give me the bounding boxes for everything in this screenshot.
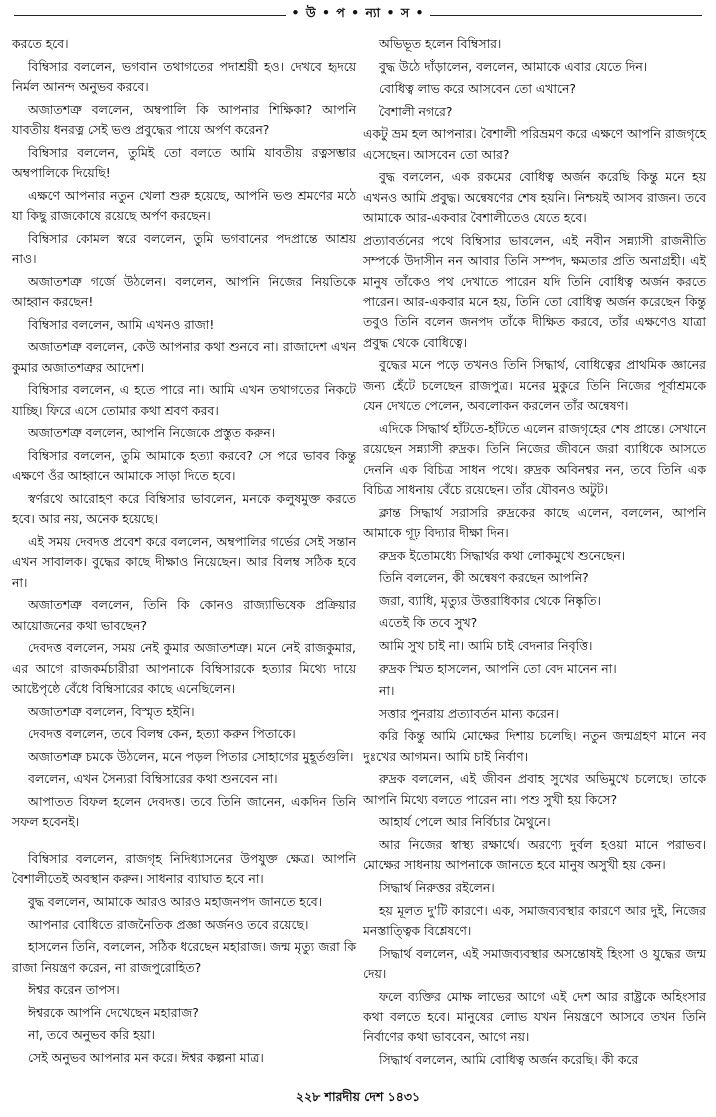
paragraph: অজাতশত্রু বললেন, অম্বপালি কি আপনার শিক্ষিকা? আপনি যাবতীয় ধনরত্ন সেই ভণ্ড প্রবুদ্ধের পায়ে অর্পণ করেন? [12, 101, 356, 137]
paragraph: করতে হবে। [12, 36, 69, 51]
paragraph: আর নিজের স্বাস্থ্য রক্ষার্থে। অরণ্যে দুর্বল হওয়া মানে পরাভব। মোক্ষের সাধনায় আপনাকে জানতে হবে মানুষ অসুখী হয় কেন। [363, 836, 706, 873]
paragraph: অজাতশত্রু বললেন, তিনি কি কোনও রাজ্যাভিষেক প্রক্রিয়ার আয়োজনের কথা ভাবছেন? [12, 597, 356, 633]
paragraph: আহার্য পেলে আর নির্বিচার মৈথুনে। [379, 814, 551, 830]
paragraph: সিদ্ধার্থ বললেন, এই সমাজব্যবস্থার অসন্তোষই হিংসা ও যুদ্ধের জন্ম দেয়। [363, 945, 706, 981]
paragraph: ঈশ্বর করেন তাপস। [28, 982, 120, 998]
paragraph: এদিকে সিদ্ধার্থ হাঁটতে-হাঁটতে এলেন রাজগৃহের শেষ প্রান্তে। সেখানে রয়েছেন সন্ন্যাসী রুদ্রক। তিনি নিজের জীবনে জরা ব্যাধিকে আসতে দেননি এক বিচিত্র সাধন পথে। রুদ্রক অবিনশ্বর নন, তবে তিনি এক বিচিত্র সাধনায় বেঁচে রয়েছেন। তাঁর যৌবনও অটুট। [363, 420, 706, 498]
paragraph: রুদ্রক বললেন, এই জীবন প্রবাহ সুখের অভিমুখে চলেছে। তাকে আপনি মিথ্যে বলতে পারেন না। পশু সুখী হয় কিসে? [363, 771, 706, 807]
paragraph: বিম্বিসার বললেন, তুমিই তো বলতে আমি যাবতীয় রত্নসম্ভার অম্বপালিকে দিয়েছি! [12, 144, 356, 180]
paragraph: ক্লান্ত সিদ্ধার্থ সরাসরি রুদ্রকের কাছে এলেন, বললেন, আপনি আমাকে গূঢ় বিদ্যার দীক্ষা দিন। [363, 504, 706, 541]
right-text-column [363, 34, 706, 1073]
paragraph: বিম্বিসার বললেন, ভগবান তথাগতের পদাশ্রয়ী হও। দেখবে হৃদয়ে নির্মল আনন্দ অনুভব করবে। [12, 58, 356, 94]
paragraph: বিম্বিসার কোমল স্বরে বললেন, তুমি ভগবানের পদপ্রান্তে আশ্রয় নাও। [12, 230, 356, 266]
paragraph: আপনার বোধিতে রাজনৈতিক প্রজ্ঞা অর্জনও তবে রয়েছে। [28, 916, 309, 932]
paragraph: বুদ্ধের মনে পড়ে তখনও তিনি সিদ্ধার্থ, বোধিত্বের প্রাথমিক জ্ঞানের জন্য হেঁটে চলেছেন রাজপুত্র। মনের মুকুরে তিনি নিজের পূর্বাশ্রমকে যেন দেখতে পেলেন, অবলোকন করলেন তাঁর অন্বেষণ। [363, 357, 706, 414]
paragraph: অভিভূত হলেন বিম্বিসার। [379, 36, 502, 51]
paragraph: না। [379, 683, 395, 699]
paragraph: এই সময় দেবদত্ত প্রবেশ করে বললেন, অম্বপালির গর্ভের সেই সন্তান এখন সাবালক। বুদ্ধের কাছে দীক্ষাও নিয়েছেন। আর বিলম্ব সঠিক হবে না। [12, 533, 356, 590]
paragraph: দেবদত্ত বললেন, তবে বিলম্ব কেন, হত্যা করুন পিতাকে। [28, 726, 296, 742]
page-header [0, 2, 716, 28]
paragraph: বুদ্ধ বললেন, আমাকে আরও আরও মহাজনপদ জানতে হবে। [28, 893, 323, 909]
paragraph: এক্ষণে আপনার নতুন খেলা শুরু হয়েছে, আপনি ভণ্ড শ্রমণের মঠে যা কিছু রাজকোষে রয়েছে অর্পণ করছেন। [12, 187, 356, 223]
paragraph: সত্তার পুনরায় প্রত্যাবর্তন মান্য করেন। [379, 705, 559, 721]
paragraph: স্বর্ণরথে আরোহণ করে বিম্বিসার ভাবলেন, মনকে কলুষমুক্ত করতে হবে। আর নয়, অনেক হয়েছে। [12, 490, 356, 527]
paragraph: বিম্বিসার বললেন, এ হতে পারে না। আমি এখন তথাগতের নিকটে যাচ্ছি। ফিরে এসে তোমার কথা শ্রবণ করব। [12, 382, 356, 418]
paragraph: না, তবে অনুভব করি হয়া। [28, 1027, 155, 1043]
paragraph: বৈশালী নগরে? [379, 103, 453, 119]
header-rule-left [14, 15, 310, 16]
left-text-column [12, 34, 356, 1071]
section-break [12, 835, 356, 849]
paragraph: একটু ভ্রম হল আপনার। বৈশালী পরিভ্রমণ করে এক্ষণে আপনি রাজগৃহে এসেছেন। আসবেন তো আর? [363, 126, 706, 162]
paragraph: হাসলেন তিনি, বললেন, সঠিক ধরেছেন মহারাজ। জন্ম মৃত্যু জরা কি রাজা নিয়ন্ত্রণ করেন, না রাজপুরোহিত? [12, 939, 356, 975]
paragraph: ফলে ব্যক্তির মোক্ষ লাভের আগে এই দেশ আর রাষ্ট্রকে অহিংসার কথা বলতে হবে। মানুষের লোভ যখন নিয়ন্ত্রণে আসবে তখন তিনি নির্বাণের কথা ভাববেন, আগে নয়। [363, 988, 706, 1045]
paragraph: অজাতশত্রু চমকে উঠলেন, মনে পড়ল পিতার সোহাগের মুহূর্তগুলি। [28, 748, 354, 764]
page-footer: ২২৮ শারদীয় দেশ ১৪৩১ [295, 1089, 421, 1104]
paragraph: জরা, ব্যাধি, মৃত্যুর উত্তরাধিকার থেকে নিষ্কৃতি। [379, 592, 601, 608]
paragraph: বুদ্ধ বললেন, এক রকমের বোধিত্ব অর্জন করেছি কিন্তু মনে হয় এখনও আমি প্রবুদ্ধ। অন্বেষণের শেষ হয়নি। নিশ্চয়ই আসব রাজন। তবে আমাকে আর-একবার বৈশালীতেও যেতে হবে। [363, 169, 706, 226]
paragraph: তিনি বললেন, কী অন্বেষণ করছেন আপনি? [379, 570, 589, 586]
paragraph: ঈশ্বরকে আপনি দেখেছেন মহারাজ? [28, 1004, 199, 1020]
paragraph: প্রত্যাবর্তনের পথে বিম্বিসার ভাবলেন, এই নবীন সন্ন্যাসী রাজনীতি সম্পর্কে উদাসীন নন আবার তিনি সম্পদ, ক্ষমতার প্রতি অনাগ্রহী। এই মানুষ তাঁকেও পথ দেখাতে পারেন যদি তিনি বোধিত্ব অর্জন করতে পারেন। আর-একবার মনে হয়, তিনি তো বোধিত্ব অর্জন করেছেন কিন্তু তবুও তিনি বলেন জনপদ তাঁকে দীক্ষিত করবে, তাঁর এক্ষণেও যাত্রা প্রবুদ্ধ থেকে বোধিত্বে। [363, 232, 706, 350]
paragraph: দেবদত্ত বললেন, সময় নেই কুমার অজাতশত্রু। মনে নেই রাজকুমার, এর আগে রাজকর্মচারীরা আপনাকে বিম্বিসারকে হত্যার মিথ্যে দায়ে আষ্টেপৃষ্ঠে বেঁধে বিম্বিসারের কাছে এনেছিলেন। [12, 640, 356, 696]
header-rule-right [406, 15, 702, 16]
paragraph: এতেই কি তবে সুখ? [379, 615, 478, 631]
section-title: • উ • প • ন্যা • স • [286, 5, 431, 25]
paragraph: বললেন, এখন সৈন্যরা বিম্বিসারের কথা শুনবেন না। [28, 771, 278, 787]
paragraph: অজাতশত্রু বললেন, আপনি নিজেকে প্রস্তুত করুন। [28, 425, 276, 441]
paragraph: বোধিত্ব লাভ করে আসবেন তো এখানে? [379, 81, 576, 97]
paragraph: সেই অনুভব আপনার মন করে। ঈশ্বর কল্পনা মাত্র। [28, 1049, 264, 1065]
paragraph: হয় মূলত দু'টি কারণে। এক, সমাজব্যবস্থার কারণে আর দুই, নিজের মনস্তাত্ত্বিক বিশ্লেষণে। [363, 902, 706, 938]
paragraph: বিম্বিসার বললেন, আমি এখনও রাজা! [28, 316, 215, 332]
paragraph: সিদ্ধার্থ বললেন, আমি বোধিত্ব অর্জন করেছি। কী করে [379, 1051, 639, 1067]
paragraph: আমি সুখ চাই না। আমি চাই বেদনার নিবৃত্তি। [379, 638, 593, 653]
paragraph: অজাতশত্রু গর্জে উঠলেন। বললেন, আপনি নিজের নিয়তিকে আহ্বান করছেন! [12, 273, 356, 309]
paragraph: অজাতশত্রু বললেন, কেউ আপনার কথা শুনবে না। রাজাদেশ এখন কুমার অজাতশত্রুর আদেশ। [12, 339, 356, 375]
paragraph: বুদ্ধ উঠে দাঁড়ালেন, বললেন, আমাকে এবার যেতে দিন। [379, 58, 648, 74]
paragraph: করি কিন্তু আমি মোক্ষের দিশায় চলেছি। নতুন জন্মগ্রহণ মানে নব দুঃখের আগমন। আমি চাই নির্বাণ। [363, 728, 706, 764]
paragraph: আপাতত বিফল হলেন দেবদত্ত। তবে তিনি জানেন, একদিন তিনি সফল হবেনই। [12, 793, 356, 830]
paragraph: রুদ্রক স্মিত হাসলেন, আপনি তো বেদ মানেন না। [379, 660, 617, 676]
paragraph: বিম্বিসার বললেন, রাজগৃহ নিদিধ্যাসনের উপযুক্ত ক্ষেত্র। আপনি বৈশালীতেই অবস্থান করুন। সাধনার ব্যাঘাত হবে না। [12, 850, 356, 887]
paragraph: রুদ্রক ইতোমধ্যে সিদ্ধার্থর কথা লোকমুখে শুনেছেন। [379, 547, 626, 563]
paragraph: অজাতশত্রু বললেন, বিস্মৃত হইনি। [28, 703, 195, 719]
paragraph: সিদ্ধার্থ নিরুত্তর রইলেন। [379, 879, 495, 895]
paragraph: বিম্বিসার বললেন, তুমি আমাকে হত্যা করবে? সে পরে ভাবব কিন্তু এক্ষণে ওঁর আহ্বানে আমাকে সাড়া দিতে হবে। [12, 447, 356, 484]
